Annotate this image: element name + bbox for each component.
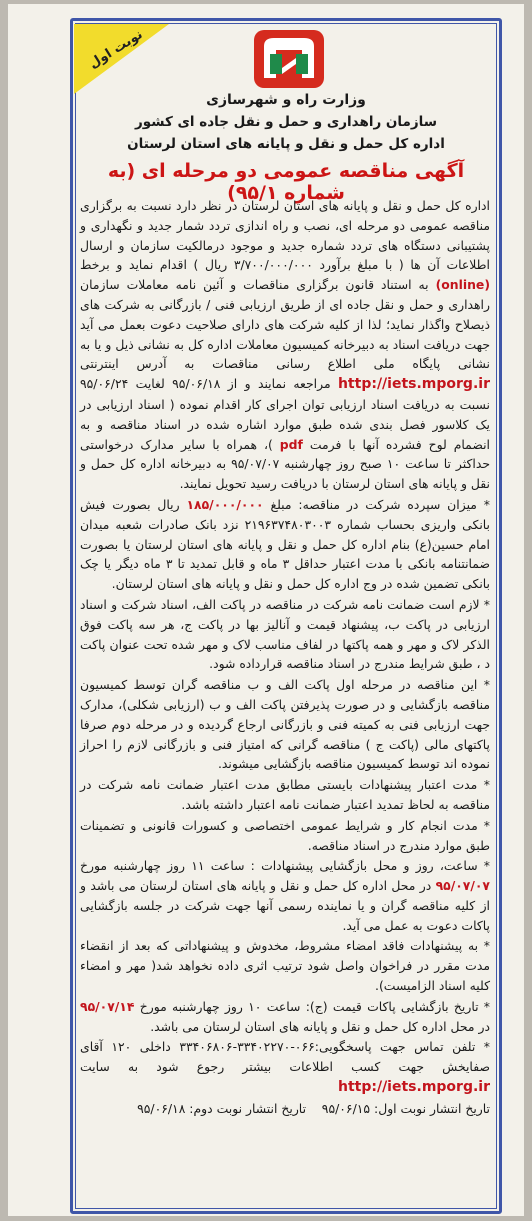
ministry-name: وزارت راه و شهرسازی [206, 92, 366, 108]
paragraph-validity: * مدت اعتبار پیشنهادات بایستی مطابق مدت اعتبار ضمانت نامه شرکت در مناقصه به لحاظ تمدید اعتبار ضمانت نامه اعتبار داشته باشد. [80, 777, 490, 812]
paragraph-deposit: * میزان سپرده شرکت در مناقصه: مبلغ ۱۸۵/۰۰۰/۰۰۰ ریال بصورت فیش بانکی واریزی بحساب شماره ۲۱۹۶۳۷۴۸۰۳۰۰۳ نزد بانک صادرات شعبه میدان امام حسین(ع) بنام اداره کل حمل و نقل و پایانه های استان لرستان یا بصورت ضمانتنامه بانکی با مدت اعتبار حداقل ۳ ماه و قابل تمدید تا ۳ ماه دیگر یا چک بانکی تضمین شده در وج اداره کل حمل و نقل و پایانه های استان لرستان. [80, 496, 491, 592]
paragraph-intro: اداره کل حمل و نقل و پایانه های استان لرستان در نظر دارد نسبت به برگزاری مناقصه عمومی دو مرحله ای، نصب و راه اندازی تردد شمار جدید و نگهداری و پشتیبانی دستگاه های تردد شماره جدید و موجود درمالکیت سازمان و ارسال اطلاعات آن ها ( با مبلغ برآورد ۳/۷۰۰/۰۰۰/۰۰۰ ریال ) اقدام نماید و برخط (online) به استناد قانون برگزاری مناقصات و آئین نامه معاملات سازمان راهداری و حمل و نقل جاده ای از طریق ارزیابی فنی / بازرگانی به شرکت های ذیصلاح واگذار نماید؛ لذا از کلیه شرکت های دارای صلاحیت دعوت بعمل می آید جهت دریافت اسناد به دبیرخانه کمیسیون معاملات اداره کل به نشانی ذیل و یا به نشانی پایگاه ملی اطلاع رسانی مناقصات به آدرس اینترنتی http://iets.mporg.ir مراجعه نمایند و از ۹۵/۰۶/۱۸ لغایت ۹۵/۰۶/۲۴ نسبت به دریافت اسناد ارزیابی توان اجرای کار اقدام نموده ( اسناد ارزیابی در یک کلاسور فصل بندی شده طبق موارد اشاره شده در اسناد مناقصه و به انضمام لوح فشرده آنها با فرمت pdf )، همراه با سایر مدارک درخواستی حداکثر تا ساعت ۱۰ صبح روز چهارشنبه ۹۵/۰۷/۰۷ به دبیرخانه اداره کل حمل و نقل و پایانه های استان لرستان با دریافت رسید تحویل نمایند. [80, 198, 490, 492]
paragraph-stages: * این مناقصه در مرحله اول پاکت الف و ب مناقصه گران توسط کمیسیون مناقصه بازگشایی و در صورت پذیرفتن پاکت الف و ب (ارزیابی شکلی)، مدارک جهت ارزیابی فنی به کمیته فنی و بازرگانی ارجاع گردیده و در مرحله دوم صرفا پاکتهای مالی (پاکت ج ) مناقصه گرانی که امتیاز فنی و بازرگانی لازم را احراز نموده اند توسط کمیسیون مناقصه بازگشایی میشوند. [80, 677, 490, 772]
online-tag: (online) [435, 277, 490, 293]
contact-site-link[interactable]: http://iets.mporg.ir [337, 1079, 490, 1096]
opening-date: ۹۵/۰۷/۰۷ [435, 878, 490, 894]
ad-title: آگهی مناقصه عمومی دو مرحله ای (به شماره ۹۵/۱) [107, 160, 465, 204]
first-publish-date: تاریخ انتشار نوبت اول: ۹۵/۰۶/۱۵ [321, 1100, 490, 1116]
pdf-format-tag: pdf [279, 436, 303, 452]
tender-site-link[interactable]: http://iets.mporg.ir [337, 376, 490, 393]
ministry-logo-icon [252, 28, 326, 90]
paragraph-price-opening: * تاریخ بازگشایی پاکات قیمت (ج): ساعت ۱۰ روز چهارشنبه مورخ ۹۵/۰۷/۱۴ در محل اداره کل حمل و نقل و پایانه های استان لرستان می باشد. [80, 998, 491, 1034]
price-opening-date: ۹۵/۰۷/۱۴ [80, 998, 135, 1014]
second-publish-date: تاریخ انتشار نوبت دوم: ۹۵/۰۶/۱۸ [137, 1100, 307, 1116]
ad-body [80, 196, 490, 1206]
paragraph-conditional: * به پیشنهادات فاقد امضاء مشروط، مخدوش و پیشنهاداتی که بعد از انقضاء مدت مقرر در فراخوان واصل شود ترتیب اثری داده نخواهد شد( مهر و امضاء کلیه اسناد الزامیست). [80, 938, 490, 994]
paragraph-contact: * تلفن تماس جهت پاسخگویی:۰۶۶-۳۳۴۰۲۲۷۰-۳۳۴۰۶۸۰۶ داخلی ۱۲۰ آقای صفایخش جهت کسب اطلاعات بیشتر رجوع شود به سایت http://iets.mporg.ir [80, 1039, 490, 1096]
paragraph-opening: * ساعت، روز و محل بازگشایی پیشنهادات : ساعت ۱۱ روز چهارشنبه مورخ ۹۵/۰۷/۰۷ در محل اداره کل حمل و نقل و پایانه های استان لرستان می باشد و از کلیه مناقصه گران و یا نماینده رسمی آنها جهت شرکت در جلسه بازگشایی پاکات دعوت به عمل می آید. [80, 858, 490, 933]
first-round-badge [74, 24, 169, 94]
deposit-amount: ۱۸۵/۰۰۰/۰۰۰ [186, 496, 264, 512]
paragraph-terms: * مدت انجام کار و شرایط عمومی اختصاصی و کسورات قانونی و تضمینات طبق موارد مندرج در اسناد مناقصه. [80, 817, 490, 853]
office-name: اداره کل حمل و نقل و پایانه های استان لرستان [127, 136, 445, 152]
badge-label: نوبت اول [86, 27, 146, 72]
paragraph-envelopes: * لازم است ضمانت نامه شرکت در مناقصه در پاکت الف، اسناد شرکت و اسناد ارزیابی در پاکت ب، پیشنهاد قیمت و آنالیز بها در پاکت ج، هر سه پاکت فوق الذکر لاک و مهر و همه پاکتها در لفاف مناسب لاک و مهر شده تحت عنوان پاکت د ، طبق شرایط مندرج در اسناد مناقصه قرارداده شود. [80, 596, 490, 672]
paragraph-publish-dates [80, 1099, 490, 1119]
organization-name: سازمان راهداری و حمل و نقل جاده ای کشور [135, 114, 437, 130]
